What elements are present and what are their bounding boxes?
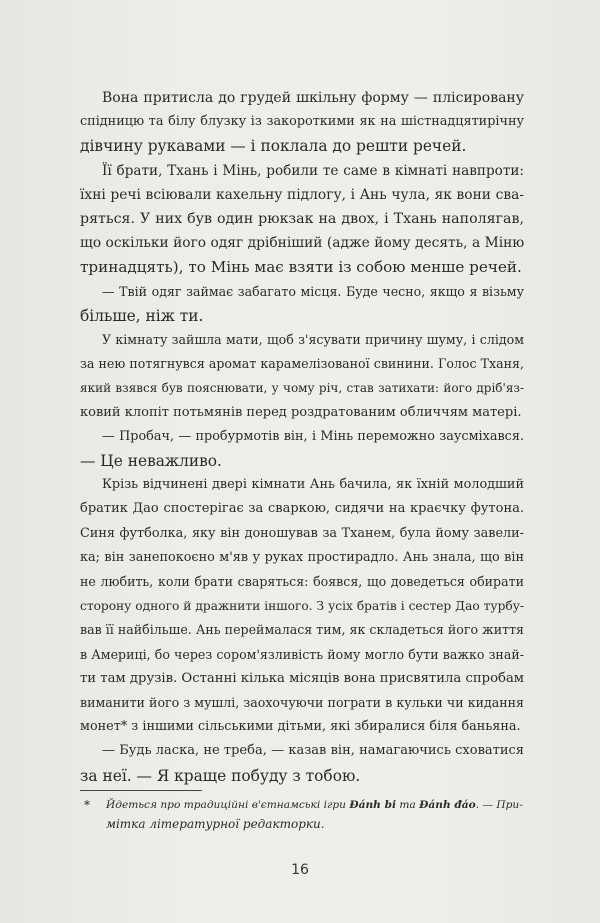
text-line: ряться. У них був один рюкзак на двох, і Тхань наполягав,	[80, 211, 524, 228]
paragraph	[80, 86, 524, 159]
text-line: — Будь ласка, не треба, — казав він, намагаючись сховатися	[102, 743, 524, 759]
footnote-game-1: Đánh bi	[349, 799, 397, 811]
text-line: сторону одного й дражнити іншого. З усіх братів і сестер Дао турбу-	[80, 599, 524, 614]
text-line: — Це неважливо.	[80, 452, 222, 471]
text-line: не любить, коли брати сваряться: боявся, що доведеться обирати	[80, 574, 524, 590]
footnote-text	[106, 796, 524, 834]
text-line: ка; він занепокоєно м'яв у руках простирадло. Ань знала, що він	[80, 549, 524, 565]
text-line: їхні речі всіювали кахельну підлогу, і Ань чула, як вони сва-	[80, 186, 524, 203]
text-line: — Пробач, — пробурмотів він, і Мінь переможно заусміхався.	[102, 428, 524, 444]
footnote-conj: та	[396, 799, 420, 811]
footnote-divider	[80, 790, 202, 791]
footnote-mark: *	[84, 798, 90, 812]
text-line: виманити його з мушлі, заохочуючи пограти в кульки чи кидання	[80, 695, 524, 711]
paragraph	[80, 473, 524, 739]
text-line: більше, ніж ти.	[80, 306, 204, 325]
footnote	[80, 796, 524, 834]
body-text	[80, 86, 524, 788]
paragraph	[80, 280, 524, 328]
paragraph	[80, 739, 524, 787]
paragraph	[80, 159, 524, 280]
footnote-game-2: Đánh đáo	[419, 799, 476, 811]
footnote-suffix: . — При-	[475, 799, 523, 811]
footnote-line-2: мітка літературної редакторки.	[106, 817, 325, 831]
text-line: вав її найбільше. Ань переймалася тим, як складеться його життя	[80, 622, 524, 638]
text-line: який взявся був пояснювати, у чому річ, став затихати: його дріб'яз-	[80, 381, 524, 396]
paragraph	[80, 425, 524, 473]
text-line: ковий клопіт потьмянів перед роздратованим обличчям матері.	[80, 404, 522, 420]
text-line: тринадцять), то Мінь має взяти із собою менше речей.	[80, 258, 522, 277]
footnote-prefix: Йдеться про традиційні в'єтнамські ігри	[106, 799, 350, 811]
page-number: 16	[291, 862, 309, 878]
text-line: за неї. — Я краще побуду з тобою.	[80, 766, 361, 785]
text-line: У кімнату зайшла мати, щоб з'ясувати причину шуму, і слідом	[102, 332, 524, 348]
text-line: братик Дао спостерігає за сваркою, сидячи на краєчку футона.	[80, 501, 524, 517]
text-line: за нею потягнувся аромат карамелізованої свинини. Голос Тханя,	[80, 356, 524, 372]
text-line: Вона притисла до грудей шкільну форму — плісировану	[102, 90, 524, 106]
text-line: Її брати, Тхань і Мінь, робили те саме в кімнаті навпроти:	[102, 162, 524, 179]
text-line: що оскільки його одяг дрібніший (адже йому десять, а Міню	[80, 235, 525, 252]
paragraph	[80, 328, 524, 425]
footnote-line-1	[106, 796, 524, 815]
text-line: дівчину рукавами — і поклала до решти речей.	[80, 137, 467, 156]
text-line: Синя футболка, яку він доношував за Тханем, була йому завели-	[80, 525, 524, 541]
text-line: в Америці, бо через сором'язливість йому могло бути важко знай-	[80, 646, 524, 662]
text-line: — Твій одяг займає забагато місця. Буде чесно, якщо я візьму	[102, 283, 524, 299]
text-line: ти там друзів. Останні кілька місяців вона присвятила спробам	[80, 670, 525, 686]
text-line: Крізь відчинені двері кімнати Ань бачила, як їхній молодший	[102, 477, 524, 493]
text-line: монет* з іншими сільськими дітьми, які збиралися біля баньяна.	[80, 719, 521, 735]
text-line: спідницю та білу блузку із закороткими як на шістнадцятирічну	[80, 114, 524, 130]
